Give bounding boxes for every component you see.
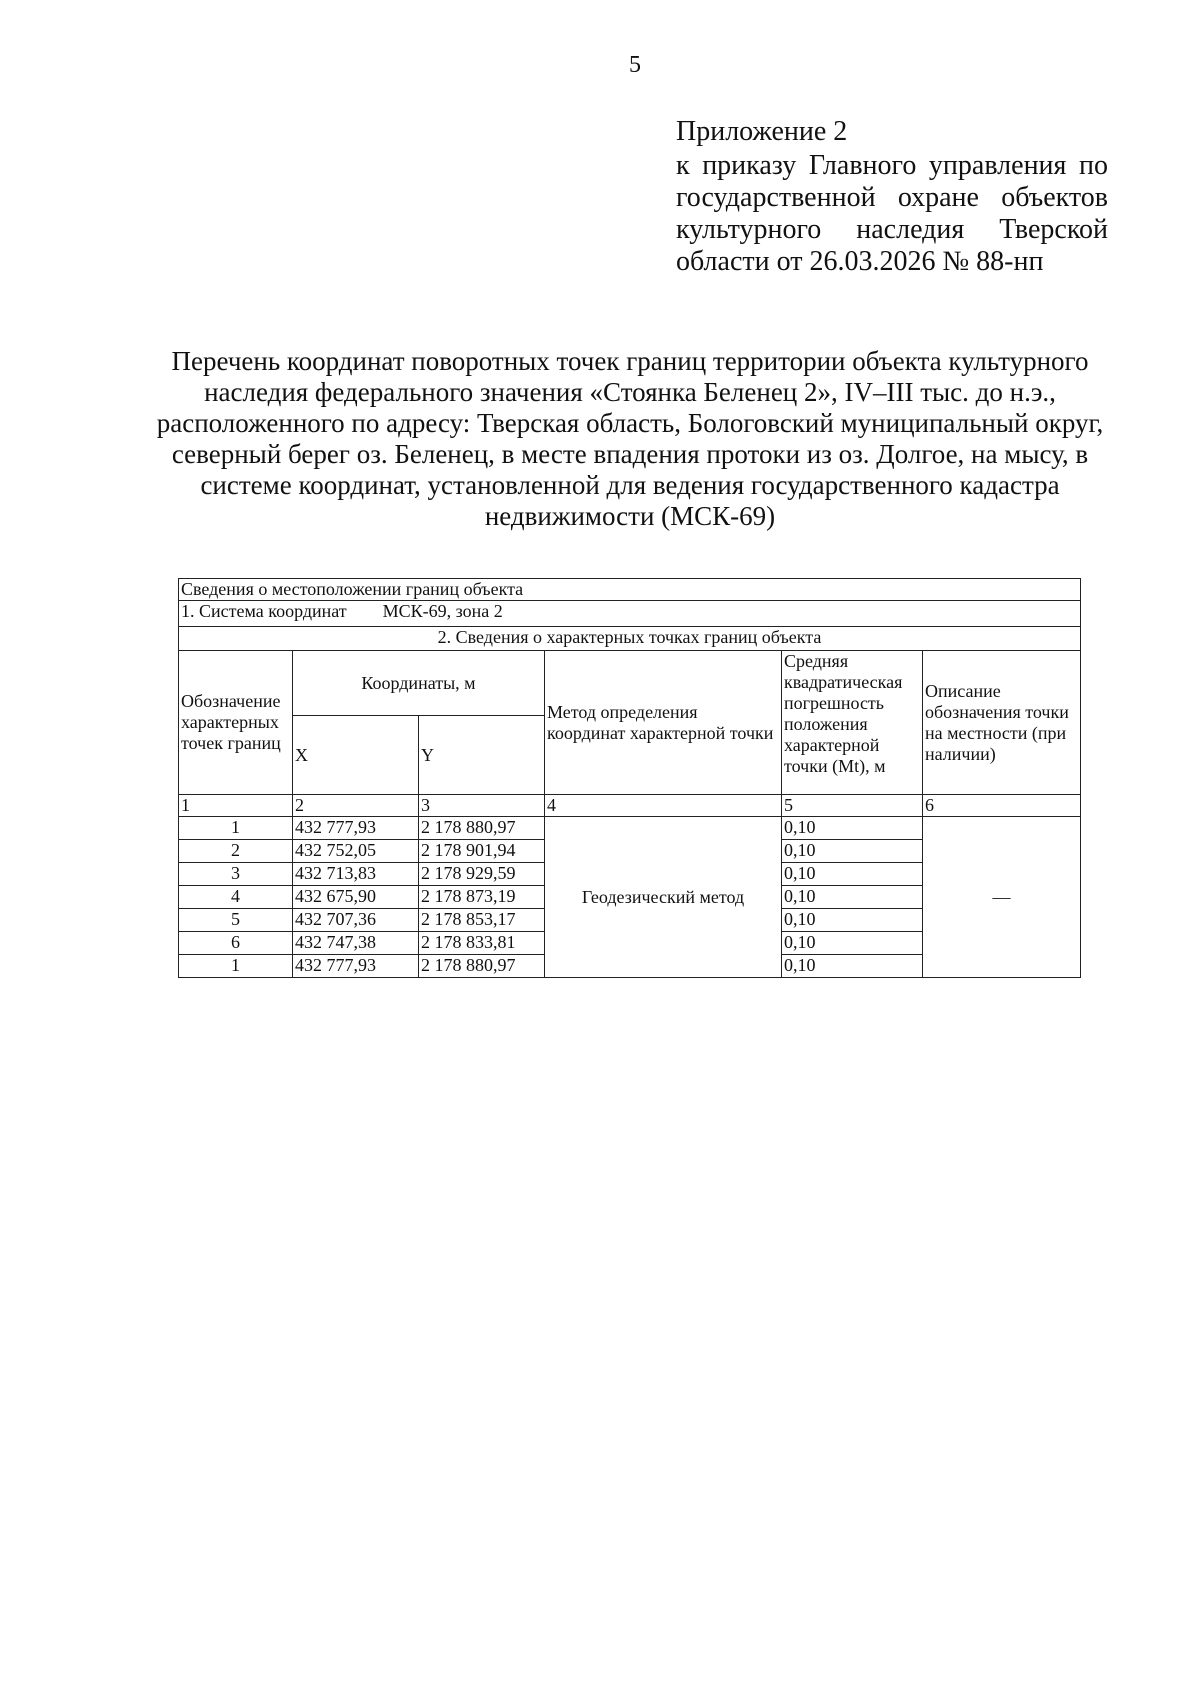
document-title: Перечень координат поворотных точек границ территории объекта культурного наследия федерального значения «Стоянка Беленец 2», IV–III тыс. до н.э., расположенного по адресу: Тверская область, Бологовский муниципальный округ, северный берег оз. Беленец, в месте впадения протоки из оз. Долгое, на мысу, в системе координат, установленной для ведения государственного кадастра недвижимости (МСК-69) [156, 346, 1104, 531]
section-title-row [179, 579, 1081, 601]
header-description: Описание обозначения точки на местности (при наличии) [923, 651, 1081, 795]
x-value: 432 675,90 [293, 886, 419, 909]
x-value: 432 713,83 [293, 863, 419, 886]
x-value: 432 777,93 [293, 955, 419, 978]
section-title: Сведения о местоположении границ объекта [179, 579, 1081, 601]
point-id: 4 [179, 886, 293, 909]
point-id: 1 [179, 955, 293, 978]
method-value: Геодезический метод [545, 817, 782, 978]
mt-value: 0,10 [782, 909, 923, 932]
point-id: 6 [179, 932, 293, 955]
y-value: 2 178 880,97 [419, 817, 545, 840]
points-section-title: 2. Сведения о характерных точках границ объекта [179, 627, 1081, 651]
point-id: 2 [179, 840, 293, 863]
mt-value: 0,10 [782, 817, 923, 840]
column-numbers-row [179, 795, 1081, 817]
point-id: 1 [179, 817, 293, 840]
coord-system-value: МСК-69, зона 2 [382, 601, 503, 621]
mt-value: 0,10 [782, 863, 923, 886]
y-value: 2 178 929,59 [419, 863, 545, 886]
column-number: 1 [179, 795, 293, 817]
mt-value: 0,10 [782, 955, 923, 978]
header-designation: Обозначение характерных точек границ [179, 651, 293, 795]
appendix-block [676, 116, 1108, 278]
header-error: Средняя квадратическая погрешность положения характерной точки (Mt), м [782, 651, 923, 795]
y-value: 2 178 833,81 [419, 932, 545, 955]
mt-value: 0,10 [782, 932, 923, 955]
coord-system-cell [179, 601, 1081, 627]
x-value: 432 752,05 [293, 840, 419, 863]
description-value: — [923, 817, 1081, 978]
x-value: 432 707,36 [293, 909, 419, 932]
point-id: 3 [179, 863, 293, 886]
column-number: 3 [419, 795, 545, 817]
appendix-title: Приложение 2 [676, 116, 848, 147]
header-method: Метод определения координат характерной точки [545, 651, 782, 795]
coord-system-row [179, 601, 1081, 627]
column-number: 4 [545, 795, 782, 817]
column-number: 5 [782, 795, 923, 817]
header-row-1 [179, 651, 1081, 716]
y-value: 2 178 853,17 [419, 909, 545, 932]
table-row [179, 817, 1081, 840]
x-value: 432 777,93 [293, 817, 419, 840]
header-coordinates: Координаты, м [293, 651, 545, 716]
x-value: 432 747,38 [293, 932, 419, 955]
y-value: 2 178 873,19 [419, 886, 545, 909]
y-value: 2 178 901,94 [419, 840, 545, 863]
appendix-reference: к приказу Главного управления по государственной охране объектов культурного наследия Тверской области от 26.03.2026 № 88-нп [676, 150, 1108, 277]
column-number: 2 [293, 795, 419, 817]
header-x: X [293, 716, 419, 795]
y-value: 2 178 880,97 [419, 955, 545, 978]
header-y: Y [419, 716, 545, 795]
column-number: 6 [923, 795, 1081, 817]
mt-value: 0,10 [782, 840, 923, 863]
coordinates-table [178, 578, 1081, 978]
points-section-row [179, 627, 1081, 651]
page-number: 5 [629, 52, 641, 78]
mt-value: 0,10 [782, 886, 923, 909]
coord-system-label: 1. Система координат [181, 601, 347, 621]
point-id: 5 [179, 909, 293, 932]
